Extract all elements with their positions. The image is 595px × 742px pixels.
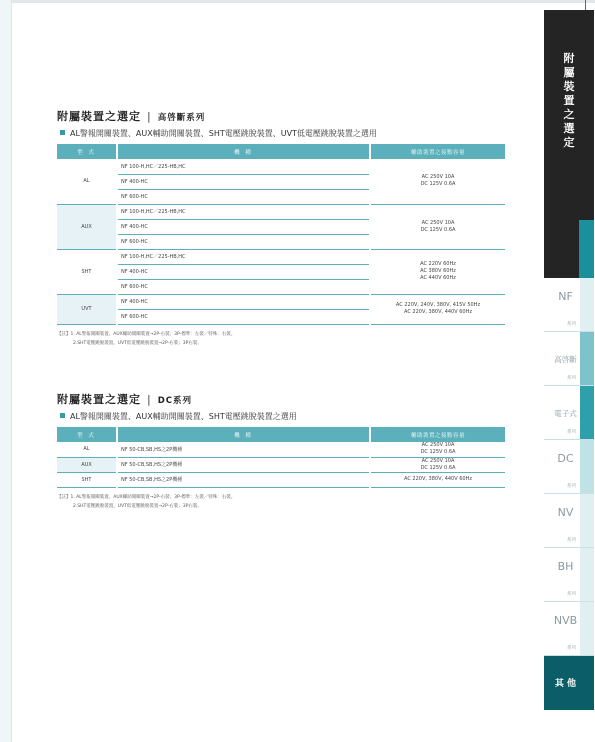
tab-color-stripe (580, 494, 594, 547)
table-header-cell: 輔助裝置之接點容量 (370, 427, 505, 442)
section-dc-series (57, 391, 505, 511)
model-cell: NF 600-HC (117, 189, 370, 204)
section-high-breaking (57, 108, 505, 348)
type-cell: AUX (57, 457, 117, 472)
section-subtitle-text: AL警報開關裝置、AUX輔助開關裝置、SHT電壓跳脫裝置之選用 (70, 412, 297, 421)
tab-label: NF (558, 290, 573, 303)
model-cell: NF 400-HC (117, 264, 370, 279)
bullet-icon (60, 130, 65, 135)
capacity-line: AC 440V 60Hz (420, 275, 456, 281)
table-header-row (57, 144, 505, 159)
section-title-text: 附屬裝置之選定 (57, 110, 141, 123)
capacity-cell (370, 457, 505, 472)
capacity-line: AC 250V 10A (421, 442, 455, 449)
table-header-cell: 機 種 (117, 427, 370, 442)
type-cell: SHT (57, 472, 117, 487)
spec-table (57, 427, 505, 488)
sidebar-tab[interactable] (544, 386, 594, 440)
sidebar-tab-others[interactable] (544, 656, 594, 710)
capacity-line: AC 220V 60Hz (420, 261, 456, 267)
page-top-edge (0, 0, 595, 3)
table-header-cell: 型 式 (57, 427, 117, 442)
table-notes (57, 493, 505, 511)
type-cell: AUX (57, 204, 117, 249)
sidebar-title-char: 屬 (563, 66, 575, 79)
table-row (57, 457, 505, 472)
capacity-line: DC 125V 0.6A (420, 181, 456, 188)
note-line: 2.SHT電壓跳脫裝置、UVT低電壓跳脫裝置→2P-右裝；3P右裝。 (73, 503, 202, 509)
model-cell: NF 100-H,HC／225-HB,HC (117, 159, 370, 174)
tab-label: 其 他 (554, 679, 577, 689)
tab-sublabel: 系列 (567, 376, 576, 381)
sidebar-title-char: 附 (563, 52, 575, 65)
section-series: DC系列 (157, 396, 193, 406)
model-cell: NF 600-HC (117, 234, 370, 249)
sidebar-tab[interactable] (544, 602, 594, 656)
capacity-cell (370, 294, 505, 324)
bullet-icon (60, 413, 65, 418)
section-subtitle (57, 128, 505, 139)
table-header-cell: 機 種 (117, 144, 370, 159)
sidebar-accent-strip (579, 220, 594, 278)
sidebar-tab[interactable] (544, 332, 594, 386)
capacity-line: AC 220V, 240V, 380V, 415V 50Hz (395, 302, 481, 308)
title-separator: | (147, 110, 152, 123)
type-cell: AL (57, 442, 117, 457)
tab-label: NV (557, 506, 574, 519)
section-title (57, 391, 505, 407)
capacity-line: AC 250V 10A (421, 457, 455, 464)
tab-label: 高啓斷 (554, 355, 577, 364)
tab-sublabel: 系列 (567, 592, 576, 597)
capacity-cell (370, 159, 505, 204)
sidebar-tab[interactable] (544, 494, 594, 548)
tab-color-stripe (580, 548, 594, 601)
model-cell: NF 400-HC (117, 174, 370, 189)
table-row (57, 472, 505, 487)
table-row (57, 249, 505, 264)
model-cell: NF 600-HC (117, 279, 370, 294)
tab-color-stripe (580, 440, 594, 493)
table-header-cell: 型 式 (57, 144, 117, 159)
sidebar-title-char: 選 (563, 122, 575, 135)
sidebar-title-char: 定 (563, 136, 575, 149)
table-notes (57, 330, 505, 348)
section-series: 高啓斷系列 (157, 113, 206, 123)
tab-sublabel: 系列 (567, 538, 576, 543)
tab-color-stripe (580, 602, 594, 655)
sidebar-title-char: 置 (563, 94, 575, 107)
capacity-line: DC 125V 0.6A (420, 449, 456, 456)
tab-label: BH (557, 560, 574, 573)
capacity-line: AC 220V, 380V, 440V 60Hz (404, 309, 472, 315)
spec-table (57, 144, 505, 325)
note-line: 【註】1. AL警報開關裝置、AUX輔助開關裝置→2P-右裝；3P-標準：左裝／特殊：右裝。 (57, 494, 236, 500)
sidebar-title-char: 之 (563, 108, 575, 121)
section-title-text: 附屬裝置之選定 (57, 393, 141, 406)
model-cell: NF 50-CB,SB,HS之2P機種 (117, 442, 370, 457)
capacity-line: AC 250V 10A (421, 174, 455, 181)
model-cell: NF 400-HC (117, 219, 370, 234)
tab-label: DC (557, 452, 574, 465)
sidebar-tab[interactable] (544, 548, 594, 602)
tab-sublabel: 系列 (567, 484, 576, 489)
capacity-line: DC 125V 0.6A (420, 464, 456, 471)
section-title (57, 108, 505, 124)
note-line: 【註】1. AL警報開關裝置、AUX輔助開關裝置→2P-右裝；3P-標準：左裝／特殊：右裝。 (57, 331, 236, 337)
capacity-cell (370, 249, 505, 294)
sidebar-chapter-title (544, 52, 594, 150)
model-cell: NF 600-HC (117, 309, 370, 324)
tab-sublabel: 系列 (567, 430, 576, 435)
note-line: 2.SHT電壓跳脫裝置、UVT低電壓跳脫裝置→2P-右裝；3P右裝。 (73, 340, 202, 346)
capacity-line: AC 250V 10A (421, 219, 455, 226)
type-cell: UVT (57, 294, 117, 324)
table-header-row (57, 427, 505, 442)
type-cell: SHT (57, 249, 117, 294)
section-subtitle-text: AL警報開關裝置、AUX輔助開關裝置、SHT電壓跳脫裝置、UVT低電壓跳脫裝置之選用 (70, 129, 377, 138)
title-separator: | (147, 393, 152, 406)
model-cell: NF 50-CB,SB,HS之2P機種 (117, 472, 370, 487)
tab-label: 電子式 (554, 409, 577, 418)
sidebar-tabs (544, 278, 594, 710)
capacity-line: AC 380V 60Hz (420, 268, 456, 274)
type-cell: AL (57, 159, 117, 204)
tab-label: NVB (553, 614, 578, 627)
model-cell: NF 100-H,HC／225-HB,HC (117, 249, 370, 264)
model-cell: NF 400-HC (117, 294, 370, 309)
capacity-line: AC 220V, 380V, 440V 60Hz (404, 476, 472, 482)
table-row (57, 204, 505, 219)
tab-sublabel: 系列 (567, 322, 576, 327)
section-subtitle (57, 411, 505, 422)
model-cell: NF 100-H,HC／225-HB,HC (117, 204, 370, 219)
table-row (57, 294, 505, 309)
sidebar-tab[interactable] (544, 278, 594, 332)
model-cell: NF 50-CB,SB,HS之2P機種 (117, 457, 370, 472)
sidebar-tab[interactable] (544, 440, 594, 494)
crop-mark (585, 0, 586, 10)
capacity-cell (370, 442, 505, 457)
table-header-cell: 輔助裝置之接點容量 (370, 144, 505, 159)
capacity-cell (370, 472, 505, 487)
capacity-cell (370, 204, 505, 249)
tab-sublabel: 系列 (567, 646, 576, 651)
capacity-line: DC 125V 0.6A (420, 226, 456, 233)
table-row (57, 442, 505, 457)
sidebar-title-char: 裝 (563, 80, 575, 93)
tab-color-stripe (580, 278, 594, 331)
page-left-edge (0, 0, 12, 742)
table-row (57, 159, 505, 174)
